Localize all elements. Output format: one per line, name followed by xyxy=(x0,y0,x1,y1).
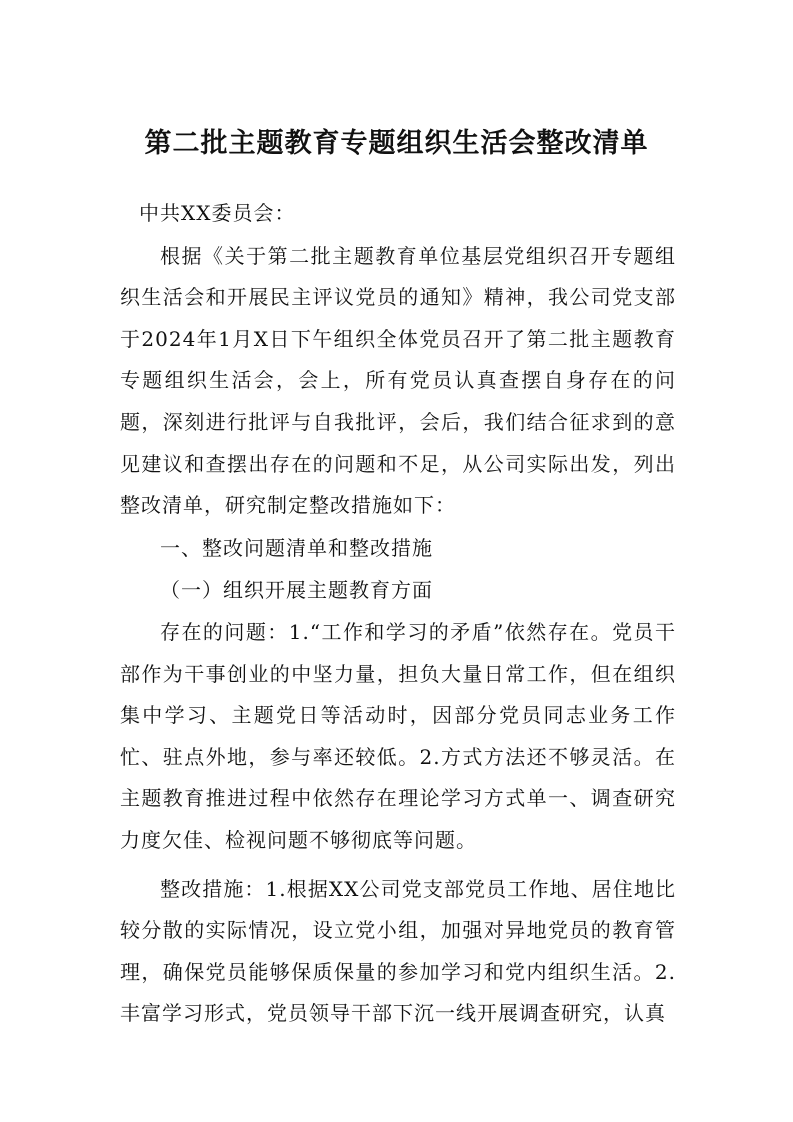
problems-paragraph: 存在的问题：1.“工作和学习的矛盾”依然存在。党员干部作为干事创业的中坚力量，担负大量日常工作，但在组织集中学习、主题党日等活动时，因部分党员同志业务工作忙、驻点外地，参与率还较低。2.方式方法还不够灵活。在主题教育推进过程中依然存在理论学习方式单一、调查研究力度欠佳、检视问题不够彻底等问题。 xyxy=(120,619,676,852)
subsection-heading: （一）组织开展主题教育方面 xyxy=(160,578,433,603)
section-heading: 一、整改问题清单和整改措施 xyxy=(160,535,433,560)
document-title: 第二批主题教育专题组织生活会整改清单 xyxy=(144,128,649,159)
measures-paragraph: 整改措施：1.根据XX公司党支部党员工作地、居住地比较分散的实际情况，设立党小组，加强对异地党员的教育管理，确保党员能够保质保量的参加学习和党内组织生活。2.丰富学习形式，党员领导干部下沉一线开展调查研究，认真 xyxy=(120,876,676,1026)
intro-paragraph: 根据《关于第二批主题教育单位基层党组织召开专题组织生活会和开展民主评议党员的通知》精神，我公司党支部于2024年1月X日下午组织全体党员召开了第二批主题教育专题组织生活会，会上，所有党员认真查摆自身存在的问题，深刻进行批评与自我批评，会后，我们结合征求到的意见建议和查摆出存在的问题和不足，从公司实际出发，列出整改清单，研究制定整改措施如下： xyxy=(120,243,676,518)
document-body xyxy=(120,193,676,1035)
salutation: 中共XX委员会： xyxy=(139,201,296,225)
